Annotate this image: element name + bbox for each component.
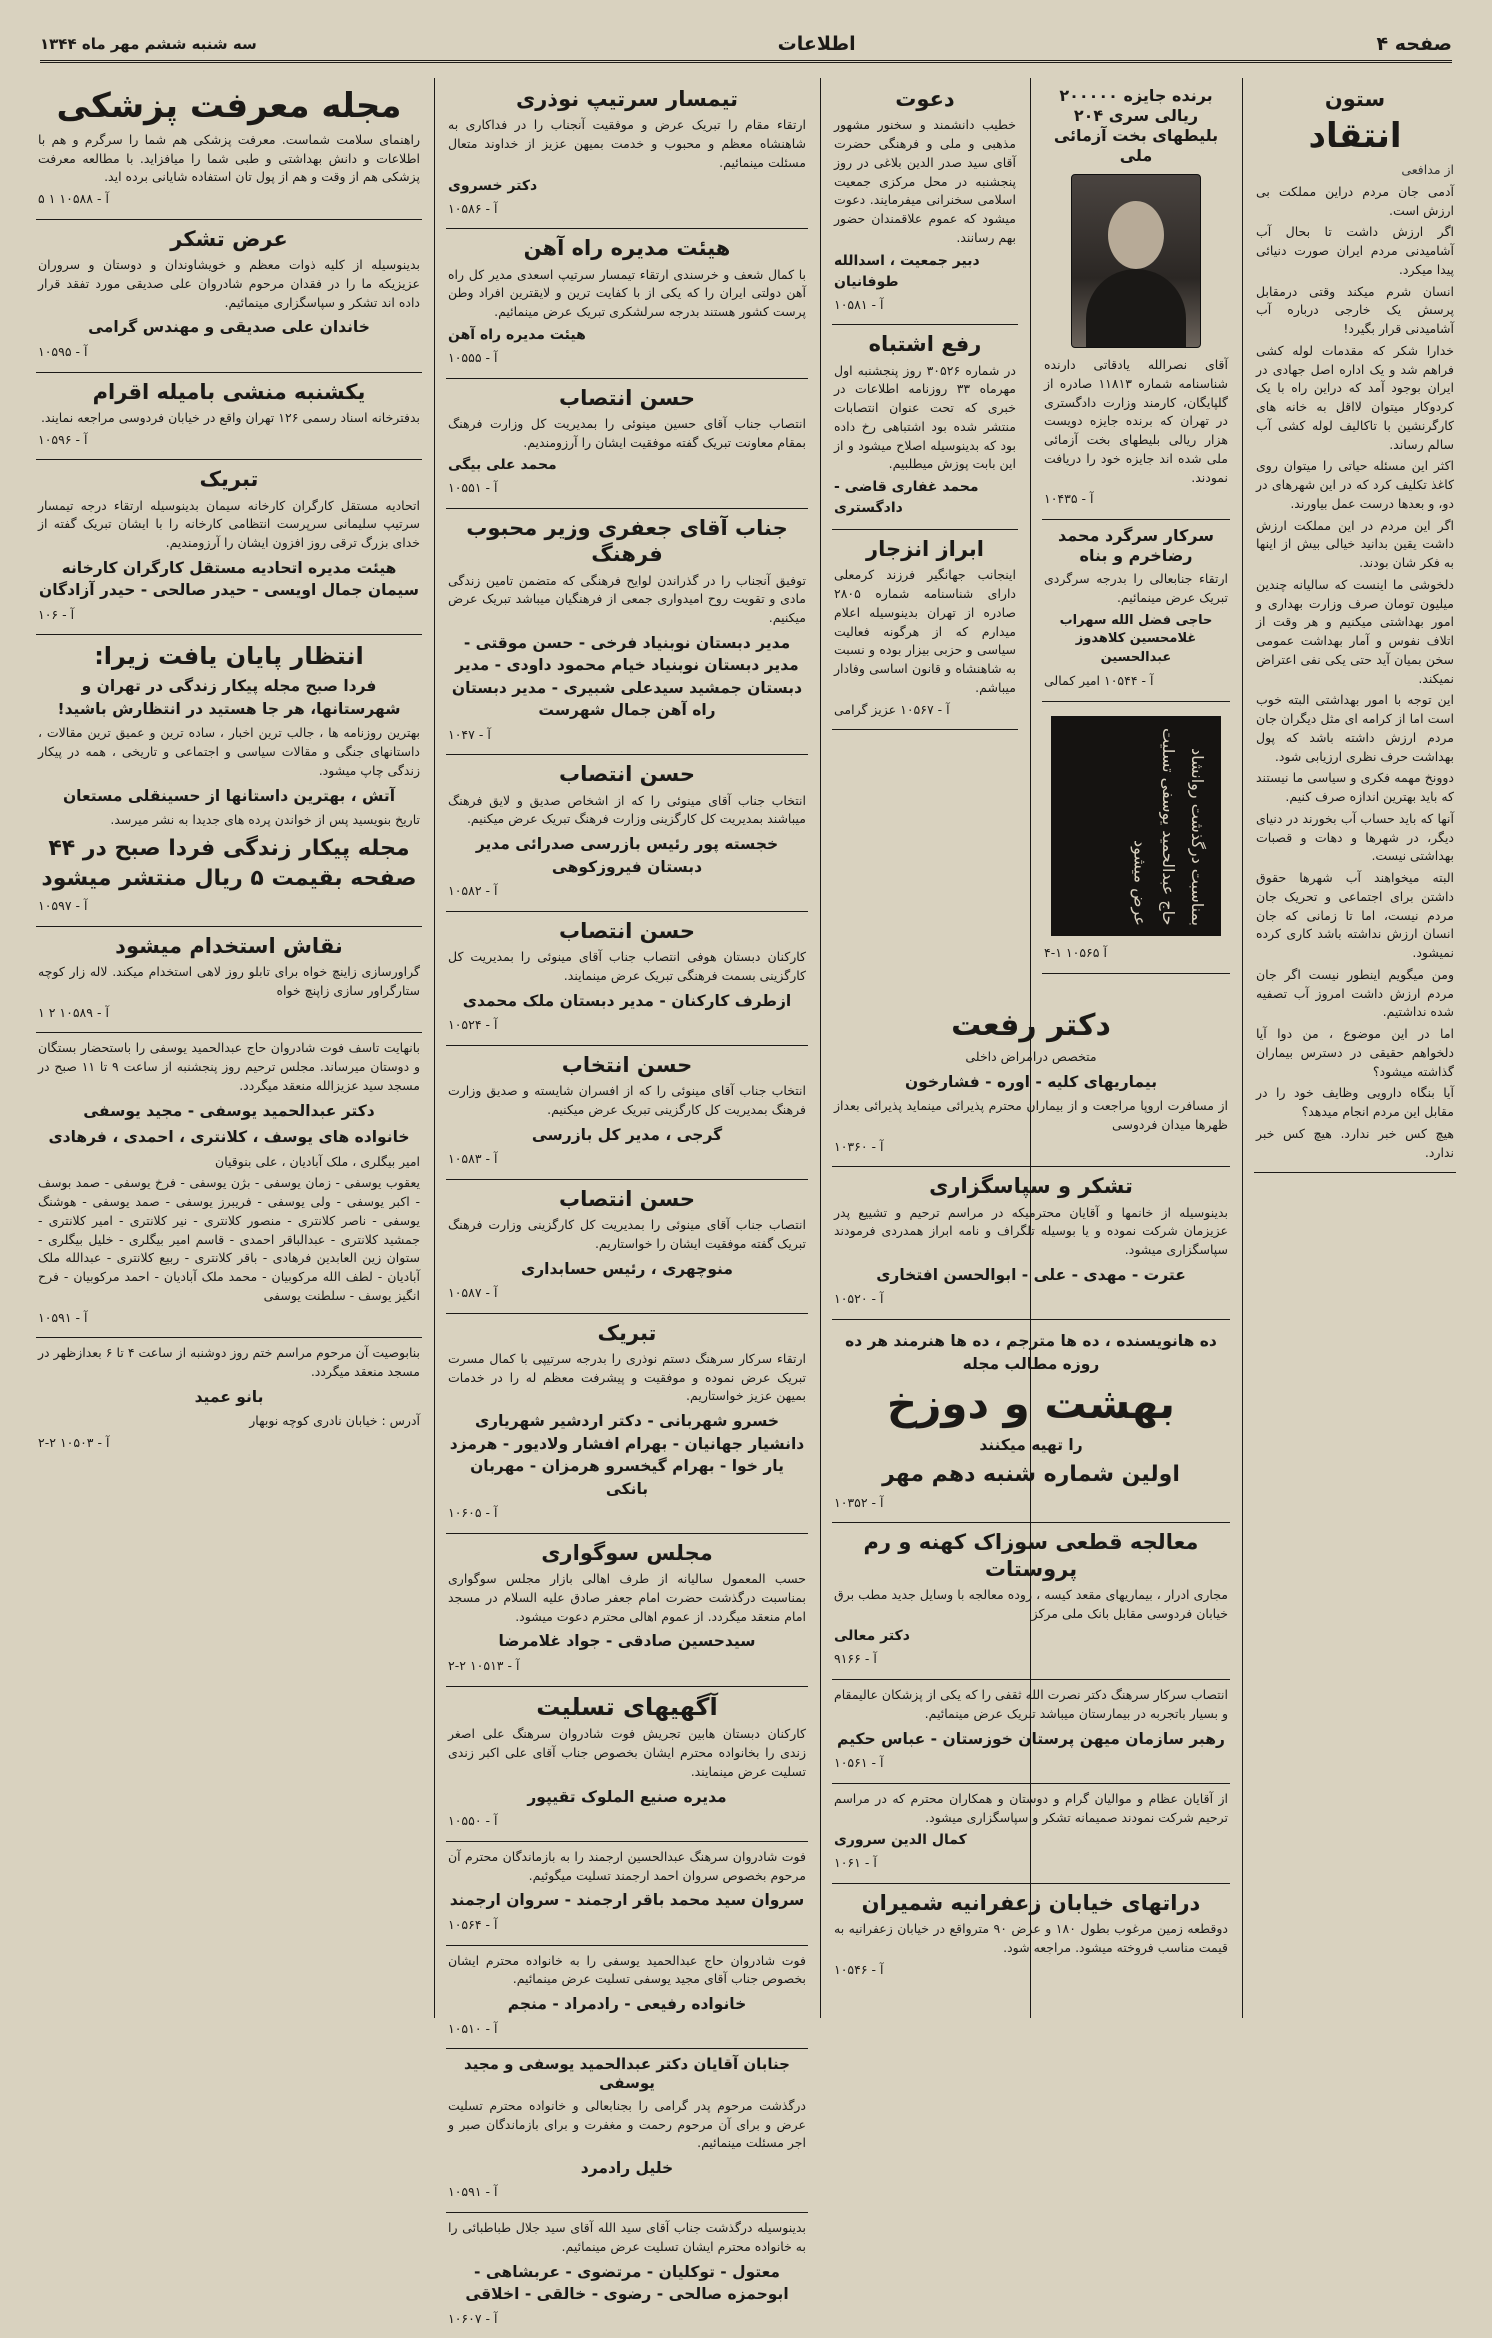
- paragraph: آنها که باید حساب آب بخورند در دنیای دیگر، در شهرها و دهات و قصبات بهداشتی نیست.: [1256, 810, 1454, 864]
- ad-names: مدیر دبستان نوبنیاد فرخی - حسن موقتی - مدیر دبستان نوبنیاد خیام محمود داودی - مدیر دبستان جمشید سیدعلی شبیری - مدیر دبستان راه آهن جمال شهرست: [451, 633, 803, 720]
- ad-text: یعقوب یوسفی - زمان یوسفی - بژن یوسفی - فرخ یوسفی - صمد بوسف - اکبر یوسفی - ولی یوسفی - فریبرز یوسفی - صمد یوسفی - هوشنگ یوسفی - ناصر کلانتری - منصور کلانتری - نیر کلانتری - امیر کلانتری - جمشید کلانتری - عبدالباقر احمدی - قاسم امیر بیگلری - خلیل بیگلری - ستوان زین العابدین فرهادی - باقر کلانتری - ربیع کلانتری - عبدالله ملک آبادیان - لطف الله مرکوبیان - محمد ملک آبادیان - احمد مرکوبیان - فرح انگیز یوسف - سلطنت یوسفی: [38, 1175, 420, 1303]
- ad-names: منوچهری ، رئیس حسابداری: [521, 1259, 733, 1278]
- paragraph: اگر ارزش داشت تا بحال آب آشامیدنی مردم ایران صورت دنیائی پیدا میکرد.: [1256, 224, 1454, 277]
- ad-code: آ - ۱۰۶۱: [834, 1855, 877, 1871]
- ad-names: خسرو شهربانی - دکتر اردشیر شهریاری دانشیار جهانیان - بهرام افشار ولادیور - هرمزد یار خوا - بهرام گیخسرو هرمزان - مهربان بانکی: [449, 1412, 805, 1498]
- ad-code: ۴-۱ ۱۰۵۶۵ آ: [1044, 944, 1107, 960]
- section-title: ستون: [1324, 87, 1386, 111]
- ad-code: آ - ۱۰۵۴۶: [834, 1961, 884, 1977]
- ad-code: آ - ۱۰۵۸۷: [448, 1284, 498, 1300]
- ad-title: حسن انتصاب: [558, 762, 696, 787]
- congrats-ad: [446, 1314, 808, 1534]
- ad-title: انتظار پایان یافت زیرا:: [94, 642, 364, 671]
- ad-names: رهبر سازمان میهن پرستان خوزستان - عباس حکیم: [837, 1729, 1225, 1748]
- sale-ad: [832, 1884, 1230, 1990]
- congrats-ad: [36, 460, 422, 635]
- ad-text: بدینوسیله از کلیه ذوات معظم و خویشاوندان و دوستان و سروران عزیزیکه ما را در فقدان مرحوم شادروان علی صدیقی مورد تفقد قرار داده اند تشکر و سپاسگزاری مینمائیم.: [38, 257, 420, 310]
- ad-text: بانهایت تاسف فوت شادروان حاج عبدالحمید یوسفی را باستحضار بستگان و دوستان میرساند. مجلس ترحیم روز پنجشنبه از ساعت ۹ تا ۱۱ صبح در مسجد سید عزیزالله منعقد میگردد.: [38, 1040, 420, 1093]
- ad-code: آ - ۱۰۵۵۵: [448, 349, 498, 365]
- ad-title: تشکر و سپاسگزاری: [929, 1174, 1133, 1199]
- ad-text: گراورسازی زاینچ خواه برای تابلو روز لاهی استخدام میکند. لاله زار کوچه ستارگراور سازی زاپنچ خواه: [38, 964, 420, 998]
- ad-signature: محمد غفاری قاضی - دادگستری: [834, 479, 979, 516]
- ad-names: هیئت مدیره اتحادیه مستقل کارگران کارخانه سیمان جمال اویسی - حیدر صالحی - حیدر آزادگان: [39, 558, 419, 600]
- railway-ad: [446, 229, 808, 378]
- magazine-title: مجله معرفت پزشکی: [56, 86, 402, 126]
- ad-text: توفیق آنجناب را در گذراندن لوایح فرهنگی که متضمن تامین زندگی مادی و تقویت روح امیدواری جمعی از فرهنگیان میباشد تبریک عرض میکنیم.: [448, 572, 806, 625]
- ad-text: ارتقاء سرکار سرهنگ دستم نوذری را بدرجه سرتیپی با کمال مسرت تبریک عرض نموده و موفقیت و پیشرفت معظم له را در خدمات بمیهن عزیز خواستاریم.: [448, 1350, 806, 1404]
- ad-title: مجلس سوگواری: [541, 1540, 713, 1565]
- editorial-title: انتقاد: [1308, 116, 1402, 157]
- ad-text: فوت شادروان حاج عبدالحمید یوسفی را به خانواده محترم ایشان بخصوص جناب آقای مجید یوسفی تسلیت عرض مینمائیم.: [448, 1952, 806, 1987]
- ad-code: آ - ۱۰۵۸۳: [448, 1151, 498, 1166]
- ad-code: آ - ۱۰۵۶۷ عزیز گرامی: [834, 701, 950, 717]
- ad-names: خجسته پور رئیس بازرسی صدرائی مدیر دبستان فیروزکوهی: [475, 835, 779, 876]
- ad-text: آقای نصرالله یادقاتی دارنده شناسنامه شماره ۱۱۸۱۳ صادره از گلپایگان، کارمند وزارت دادگستری در تهران که برنده جایزه دویست هزار ریالی بلیطهای بخت آزمائی ملی شده اند جایزه خود را دریافت نمودند.: [1044, 357, 1228, 485]
- ad-code: آ - ۱۰۳۶۰: [834, 1138, 884, 1154]
- paragraph: انسان شرم میکند وقتی درمقابل پرسش یک خارجی درباره آب آشامیدنی قرار بگیرد!: [1256, 283, 1454, 337]
- paragraph: ومن میگویم اینطور نیست اگر جان مردم ارزش داشت امروز آب تصفیه شده نداشتیم.: [1256, 966, 1454, 1020]
- ad-text: دوقطعه زمین مرغوب بطول ۱۸۰ و عرض ۹۰ مترواقع در خیابان زعفرانیه به قیمت مناسب فروخته میشود. مراجعه شود.: [834, 1921, 1228, 1956]
- page-header: [40, 28, 1452, 63]
- script-ad: [1042, 702, 1230, 974]
- ad-code: آ - ۱۰۵۸۸ ۱ ۵: [38, 191, 109, 207]
- section-title: آگهیهای تسلیت: [536, 1692, 718, 1721]
- ad-title: حسن انتخاب: [561, 1052, 693, 1077]
- byline: از مدافعی: [1401, 162, 1454, 178]
- paragraph: خدارا شکر که مقدمات لوله کشی فراهم شد و یک اداره اصل جهادی در ایران بوجود آمد که دراین راه با یک کردوکار میتوان لااقل به خانه های کارگرنشین با تاکالیف لوله کشی آب سالم رساند.: [1256, 342, 1454, 452]
- ad-text: اولین شماره شنبه دهم مهر: [882, 1461, 1180, 1487]
- ad-names: سیدحسین صادقی - جواد غلامرضا: [498, 1632, 756, 1651]
- ad-names: سروان سید محمد باقر ارجمند - سروان ارجمند: [449, 1891, 805, 1910]
- ad-text: انتصاب جناب آقای مینوئی را بمدیریت کل کارگزینی وزارت فرهنگ تبریک گفته موفقیت ایشان را خواستاریم.: [448, 1217, 806, 1251]
- ad-title: حسن انتصاب: [558, 385, 696, 410]
- ad-text: اتحادیه مستقل کارگران کارخانه سیمان بدینوسیله ارتقاء درجه تیمسار سرتیپ سلیمانی سرپرست انتظامی کارخانه را با ایشان تبریک گفته از خدای بزرگ ترقی روز افزون ایشان را آرزومندیم.: [38, 497, 420, 551]
- ad-code: آ - ۱۰۵۴۴ امیر کمالی: [1044, 673, 1154, 689]
- paragraph: دوونخ مهمه فکری و سیاسی ما نیستند که باید بهترین اندازه صرف کنیم.: [1256, 770, 1454, 805]
- ad-text: اینجانب جهانگیر فرزند کرمعلی دارای شناسنامه شماره ۲۸۰۵ صادره از تهران بدینوسیله اعلام میدارم که از هرگونه فعالیت سیاسی و حزبی بیزار بوده و نسبت به شاهنشاه و قانون اساسی وفادار میباشم.: [834, 567, 1016, 695]
- column-divider: [1242, 78, 1243, 2018]
- ad-text: بدینوسیله درگذشت جناب آقای سید الله آقای سید جلال طباطبائی را به خانواده محترم ایشان تسلیت عرض مینمائیم.: [448, 2220, 806, 2254]
- ad-text: امیر بیگلری ، ملک آبادیان ، علی بنوقیان: [215, 1153, 420, 1169]
- ad-names: خلیل رادمرد: [580, 2159, 674, 2178]
- magazine-launch-ad: [36, 635, 422, 927]
- ad-code: آ - ۱۰۴۷: [448, 726, 491, 742]
- ad-code: آ - ۱۰۵۸۱: [834, 296, 884, 312]
- ad-title: تبریک: [199, 467, 259, 492]
- ad-code: آ - ۱۰۶: [38, 606, 75, 622]
- ad-code: آ - ۱۰۵۲۰: [834, 1291, 884, 1307]
- funeral-ad: [36, 1033, 422, 1338]
- ad-names: دکتر عبدالحمید یوسفی - مجید یوسفی: [83, 1101, 375, 1120]
- ad-text: خطیب دانشمند و سخنور مشهور مذهبی و ملی و فرهنگی حضرت آقای سید صدر الدین بلاغی در روز پنجشنبه در محل مرکزی جمعیت اسلامی سخنرانی میفرمایند. دعوت میشود که عموم علاقمندان حضور بهم رسانند.: [834, 117, 1016, 245]
- ad-title: ابراز انزجار: [865, 537, 984, 561]
- paragraph: البته میخواهند آب شهرها حقوق داشتن برای اجتماعی و تحریک جان مردم نیست، اما تا زمانی که جان انسان ارزش نداشته باشد کاری کرده نمیشود.: [1256, 870, 1454, 961]
- ad-signature: محمد علی بیگی: [448, 457, 557, 474]
- ad-text: تاریخ بنویسید پس از خواندن پرده های جدیدا به نشر میرسد.: [110, 812, 420, 828]
- ads-lower-middle: [822, 1000, 1240, 2018]
- ad-code: آ - ۱۰۵۹۷: [38, 898, 88, 914]
- ad-names: خاندان علی صدیقی و مهندس گرامی: [88, 318, 370, 337]
- ad-signature: دکتر خسروی: [448, 177, 538, 194]
- ad-text: ارتقاء مقام را تبریک عرض و موفقیت آنجناب را در فداکاری به شاهنشاه معظم و محبوب و خدمت بمیهن عزیز از خداوند متعال مسئلت مینمائیم.: [448, 117, 806, 170]
- ad-code: آ - ۱۰۳۵۲: [834, 1494, 884, 1510]
- ad-text: آتش ، بهترین داستانها از حسینقلی مستعان: [62, 786, 396, 805]
- promotion-ad: [832, 1680, 1230, 1784]
- condolence-ad: [446, 2049, 808, 2213]
- ad-names: خانواده رفیعی - رادمراد - منجم: [507, 1995, 747, 2014]
- ad-text: بدفترخانه اسناد رسمی ۱۲۶ تهران واقع در خیابان فردوسی مراجعه نمایند.: [40, 409, 420, 425]
- ad-title: حسن انتصاب: [558, 918, 696, 943]
- ad-code: آ - ۱۰۵۶۱: [834, 1755, 884, 1771]
- winner-photo: [1071, 174, 1201, 348]
- ad-names: معتول - توکلیان - مرتضوی - عربشاهی - ابوحمزه صالحی - رضوی - خالقی - اخلاقی: [465, 2262, 789, 2304]
- ad-names: ازطرف کارکنان - مدیر دبستان ملک محمدی: [462, 991, 792, 1010]
- congrats-ad: [1042, 520, 1230, 702]
- ad-text: ده هانویسنده ، ده ها مترجم ، ده ها هنرمند هر ده روزه مطالب مجله: [845, 1332, 1217, 1373]
- appointment-ad: [446, 755, 808, 911]
- ad-subtitle: متخصص درامراض داخلی: [965, 1049, 1097, 1064]
- ad-headline: مجله پیکار زندگی فردا صبح در ۴۴ صفحه بقیمت ۵ ریال منتشر میشود: [41, 835, 417, 891]
- ad-text: در شماره ۳۰۵۲۶ روز پنجشنبه اول مهرماه ۳۳ روزنامه اطلاعات در خبری که تحت عنوان انتصابات منتشر شده بود اشتباهی رخ داده بود که بدینوسیله اصلاح میشود و از این بابت پوزش میطلبیم.: [834, 362, 1016, 472]
- magazine-ad: [832, 1320, 1230, 1523]
- ad-title: برنده جایزه ۲۰۰۰۰۰ ریالی سری ۲۰۴ بلیطهای بخت آزمائی ملی: [1053, 86, 1219, 165]
- appointment-ad: [446, 912, 808, 1046]
- ad-text: بدینوسیله از خانمها و آقایان محترمیکه در مراسم ترحیم و تشییع پدر عزیزمان شرکت نموده و یا بوسیله تلگراف و نامه ابراز همدردی فرمودند سپاسگزاری میشود.: [834, 1204, 1228, 1258]
- disclaimer-ad: [832, 530, 1018, 730]
- ad-title: حسن انتصاب: [558, 1186, 696, 1211]
- ad-code: آ - ۱۰۶۰۵: [448, 1505, 498, 1521]
- ad-text: فردا صبح مجله پیکار زندگی در تهران و شهرستانها، هر جا هستید در انتظارش باشید!: [57, 677, 401, 718]
- paragraph: این توجه با امور بهداشتی البته خوب است اما از کرامه ای مثل دیگران جان مردم ارزش داشته باشد که پول بهداشت حرف نظری ارزیابی شود.: [1256, 692, 1454, 764]
- ad-text: انتصاب جناب آقای حسین مینوئی را بمدیریت کل وزارت فرهنگ بمقام معاونت تبریک گفته موفقیت ایشان را آرزومندیم.: [448, 415, 806, 450]
- hiring-ad: [36, 927, 422, 1034]
- ad-title: معالجه قطعی سوزاک کهنه و رم پروستات: [863, 1530, 1199, 1581]
- ad-code: آ - ۱۰۵۹۱: [38, 1309, 88, 1325]
- ad-text: مجاری ادرار ، بیماریهای مقعد کیسه ، روده معالجه با وسایل جدید مطب برق خیابان فردوسی مقابل بانک ملی مرکز: [834, 1586, 1228, 1621]
- ad-text: بهترین روزنامه ها ، جالب ترین اخبار ، ساده ترین و عمیق ترین مقالات ، داستانهای جنگی و مقالات سیاسی و اجتماعی و تاریخی ، همه در پیکار زندگی چاپ میشود.: [38, 725, 420, 778]
- ad-code: آ - ۱۰۵۵۰: [448, 1813, 498, 1829]
- ad-code: آ - ۱۰۵۹۶: [38, 431, 88, 447]
- column-divider: [434, 78, 435, 2018]
- ad-title: جنابان آقایان دکتر عبدالحمید یوسفی و مجید یوسفی: [464, 2055, 790, 2093]
- ad-title: سرکار سرگرد محمد رضاخرم و بناه: [1058, 526, 1214, 565]
- ad-title: نقاش استخدام میشود: [115, 933, 343, 958]
- ad-code: آ - ۱۰۵۵۱: [448, 480, 498, 496]
- column-divider: [820, 78, 821, 2018]
- paragraph: دلخوشی ما اینست که سالیانه چندین میلیون تومان صرف وزارت بهداری و امور بهداشتی میکنیم و هر وقت از اتلاف نفوس و آمار بهداشت عمومی سخن بمیان آید حتی یکی نفی اعتراض نمیکند.: [1256, 576, 1454, 686]
- ad-families: خانواده های یوسف ، کلانتری ، احمدی ، فرهادی: [48, 1128, 410, 1147]
- ad-text: بیماریهای کلیه - اوره - فشارخون: [904, 1072, 1158, 1091]
- correction-ad: [832, 325, 1018, 530]
- ad-names: حاجی فضل الله سهراب غلامحسین کلاهدوز عبدالحسین: [1059, 612, 1213, 666]
- ad-text: انتخاب جناب آقای مینوئی را که از اشخاص صدیق و لایق فرهنگ میباشند بمدیریت کل کارگزینی وزارت فرهنگ تبریک عرض میکنیم.: [448, 792, 806, 827]
- ad-names: بانو عمید: [194, 1387, 264, 1406]
- ad-code: آ - ۱۰۶۰۷: [448, 2310, 498, 2326]
- gratitude-ad: [832, 1784, 1230, 1884]
- general-congrats-ad: [446, 80, 808, 229]
- ad-text: انتخاب جناب آقای مینوئی را که از افسران شایسته و صدیق وزارت فرهنگ بمدیریت کل کارگزینی تبریک عرض میکنیم.: [448, 1083, 806, 1117]
- ad-code: آ - ۱۰۵۶۴: [448, 1916, 498, 1932]
- paragraph: اما در این موضوع ، من دوا آیا دلخواهم حقیقی در دسترس بیماران گذاشته میشود؟: [1256, 1026, 1454, 1079]
- ad-title: یکشنبه منشی بامیله اقرام: [92, 379, 366, 404]
- clinic-ad: [832, 1523, 1230, 1680]
- ad-text: کارکنان دبستان هوفی انتصاب جناب آقای مینوئی را بمدیریت کل کارگزینی بسمت فرهنگی تبریک عرض مینمایند.: [448, 949, 806, 983]
- lottery-winner-ad: [1042, 80, 1230, 520]
- ad-text: با کمال شعف و خرسندی ارتقاء تیمسار سرتیپ اسعدی مدیر کل راه آهن دولتی ایران را که یکی از با کفایت ترین و لایقترین افراد وطن پرست کشور هستند بدرجه سرلشکری تبریک عرض مینمائیم.: [448, 266, 806, 319]
- election-ad: [446, 1046, 808, 1180]
- ad-code: آ - ۱۰۵۹۵: [38, 343, 88, 359]
- ad-text: را تهیه میکنند: [979, 1435, 1083, 1454]
- paragraph: آدمی جان مردم دراین مملکت بی ارزش است.: [1256, 183, 1454, 218]
- ad-code: آ - ۱۰۵۸۶: [448, 200, 498, 216]
- paragraph: آیا بنگاه دارویی وظایف خود را در مقابل این مردم انجام میدهد؟: [1256, 1085, 1454, 1120]
- paragraph: هیچ کس خبر ندارد. هیچ کس خبر ندارد.: [1256, 1125, 1454, 1160]
- notice-ad: [36, 373, 422, 461]
- editorial: [1254, 80, 1456, 1173]
- ad-text: بنابوصیت آن مرحوم مراسم ختم روز دوشنبه از ساعت ۴ تا ۶ بعدازظهر در مسجد منعقد میگردد.: [38, 1345, 420, 1380]
- ad-text: فوت شادروان سرهنگ عبدالحسین ارجمند را به بازماندگان محترم آن مرحوم بخصوص سروان احمد ارجمند تسلیت میگوئیم.: [448, 1848, 806, 1883]
- page-number: صفحه ۴: [1376, 33, 1452, 55]
- ads-column-5: [26, 78, 432, 2018]
- ad-text: از آقایان عظام و موالیان گرام و دوستان و همکاران محترم که در مراسم ترحیم شرکت نمودند صمیمانه تشکر و سپاسگزاری میشود.: [834, 1790, 1228, 1825]
- ad-title: دراتهای خیابان زعفرانیه شمیران: [861, 1891, 1201, 1916]
- ad-text: درگذشت مرحوم پدر گرامی را بجنابعالی و خانواده محترم تسلیت عرض و برای آن مرحوم رحمت و مغفرت و برای بازماندگان صبر و اجر مسئلت مینمائیم.: [448, 2097, 806, 2151]
- ad-code: آ - ۱۰۵۰۳ ۲-۲: [38, 1435, 110, 1451]
- ad-names: عترت - مهدی - علی - ابوالحسن افتخاری: [876, 1265, 1186, 1284]
- ad-title: جناب آقای جعفری وزیر محبوب فرهنگ: [466, 516, 788, 567]
- ad-code: آ - ۱۰۵۱۰: [448, 2020, 498, 2036]
- magazine-title: بهشت و دوزخ: [886, 1379, 1176, 1429]
- ad-title: هیئت مدیره راه آهن: [523, 236, 731, 261]
- ad-title: تبریک: [597, 1320, 657, 1345]
- ad-text: حسب المعمول سالیانه از طرف اهالی بازار مجلس سوگواری بمناسبت درگذشت حضرت امام جعفر صادق علیه السلام در مسجد امام منعقد میگردد. از عموم اهالی محترم دعوت میشود.: [448, 1571, 806, 1624]
- condolence-ad: [446, 1946, 808, 2050]
- ad-code: آ - ۱۰۴۳۵: [1044, 491, 1094, 507]
- ad-code: آ - ۱۰۵۲۴: [448, 1017, 498, 1033]
- ads-column-4: [436, 78, 818, 2326]
- ad-code: آ - ۱۰۵۸۲: [448, 883, 498, 899]
- appointment-ad: [446, 379, 808, 510]
- thanks-ad: [36, 220, 422, 373]
- condolence-ad: [446, 1842, 808, 1946]
- minister-ad: [446, 509, 808, 755]
- ad-text: ارتقاء جنابعالی را بدرجه سرگردی تبریک عرض مینمائیم.: [1044, 571, 1228, 605]
- invitation-ad: [832, 80, 1018, 325]
- appointment-ad: [446, 1180, 808, 1314]
- thanks-ad: [832, 1167, 1230, 1320]
- ad-code: آ - ۹۱۶۶: [834, 1651, 877, 1667]
- funeral-notice-ad: [36, 1338, 422, 1462]
- issue-date: سه شنبه ششم مهر ماه ۱۳۴۴: [40, 35, 257, 53]
- newspaper-name: اطلاعات: [777, 33, 856, 55]
- condolence-ad: [446, 2213, 808, 2338]
- ad-title: تیمسار سرتیپ نوذری: [515, 87, 739, 111]
- ad-signature: هیئت مدیره راه آهن: [448, 326, 586, 343]
- ad-text: انتصاب سرکار سرهنگ دکتر نصرت الله ثقفی را که یکی از پزشکان عالیمقام و بسیار باتجربه در بیمارستان میباشد تبریک عرض مینمائیم.: [834, 1687, 1228, 1721]
- paragraph: اگر این مردم در این مملکت ارزش داشت یقین بدانید خیالی بیش از اینها به فکر شان بودند.: [1256, 517, 1454, 571]
- ad-title: عرض تشکر: [170, 226, 288, 251]
- ad-title: دکتر رفعت: [951, 1008, 1111, 1043]
- ad-title: دعوت: [895, 87, 955, 111]
- ad-text: آدرس : خیابان نادری کوچه نوبهار: [249, 1413, 420, 1429]
- editorial-column: [1244, 78, 1466, 2018]
- handwritten-script: بمناسبت درگذشت روانشاد حاج عبدالحمید یوسفی تسلیت عرض میشود: [1051, 716, 1221, 936]
- ad-detail: از مسافرت اروپا مراجعت و از بیماران محترم پذیرائی مینماید پذیرائی بعداز ظهرها میدان فردوسی: [834, 1098, 1228, 1132]
- ad-code: آ - ۱۰۵۹۱: [448, 2184, 498, 2200]
- doctor-ad: [832, 1002, 1230, 1167]
- ad-code: آ - ۱۰۵۸۹ ۲ ۱: [38, 1004, 109, 1020]
- ad-text: کارکنان دبستان هابین تجریش فوت شادروان سرهنگ علی اصغر زندی را بخانواده محترم ایشان بخصوص جناب آقای علی اکبر زندی تسلیت عرض مینمایند.: [448, 1726, 806, 1779]
- medical-magazine-ad: [36, 80, 422, 220]
- ad-signature: دبیر جمعیت ، اسدالله طوفانیان: [834, 252, 980, 290]
- ad-names: مدیره صنیع الملوک تقیپور: [527, 1787, 727, 1806]
- ad-signature: دکتر معالی: [834, 1628, 910, 1645]
- paragraph: اکثر این مسئله حیاتی را میتوان روی کاغذ تکلیف کرد که در این شهرهای در دو، و بعدها درست عمل بیاورند.: [1256, 458, 1454, 511]
- ad-text: راهنمای سلامت شماست. معرفت پزشکی هم شما را سرگرم و هم با اطلاعات و دانش بهداشتی و طبی شما را میافزاید. با مطالعه معرفت پزشکی هم از وقت و هم از پول تان استفاده شایانی برده اید.: [38, 131, 420, 185]
- ad-signature: کمال الدین سروری: [834, 1832, 967, 1849]
- ad-names: گرجی ، مدیر کل بازرسی: [531, 1125, 723, 1144]
- ad-title: رفع اشتباه: [868, 332, 982, 357]
- memorial-ad: [446, 1534, 808, 1687]
- condolence-section: [446, 1687, 808, 1842]
- ad-code: آ - ۱۰۵۱۳ ۲-۲: [448, 1657, 520, 1673]
